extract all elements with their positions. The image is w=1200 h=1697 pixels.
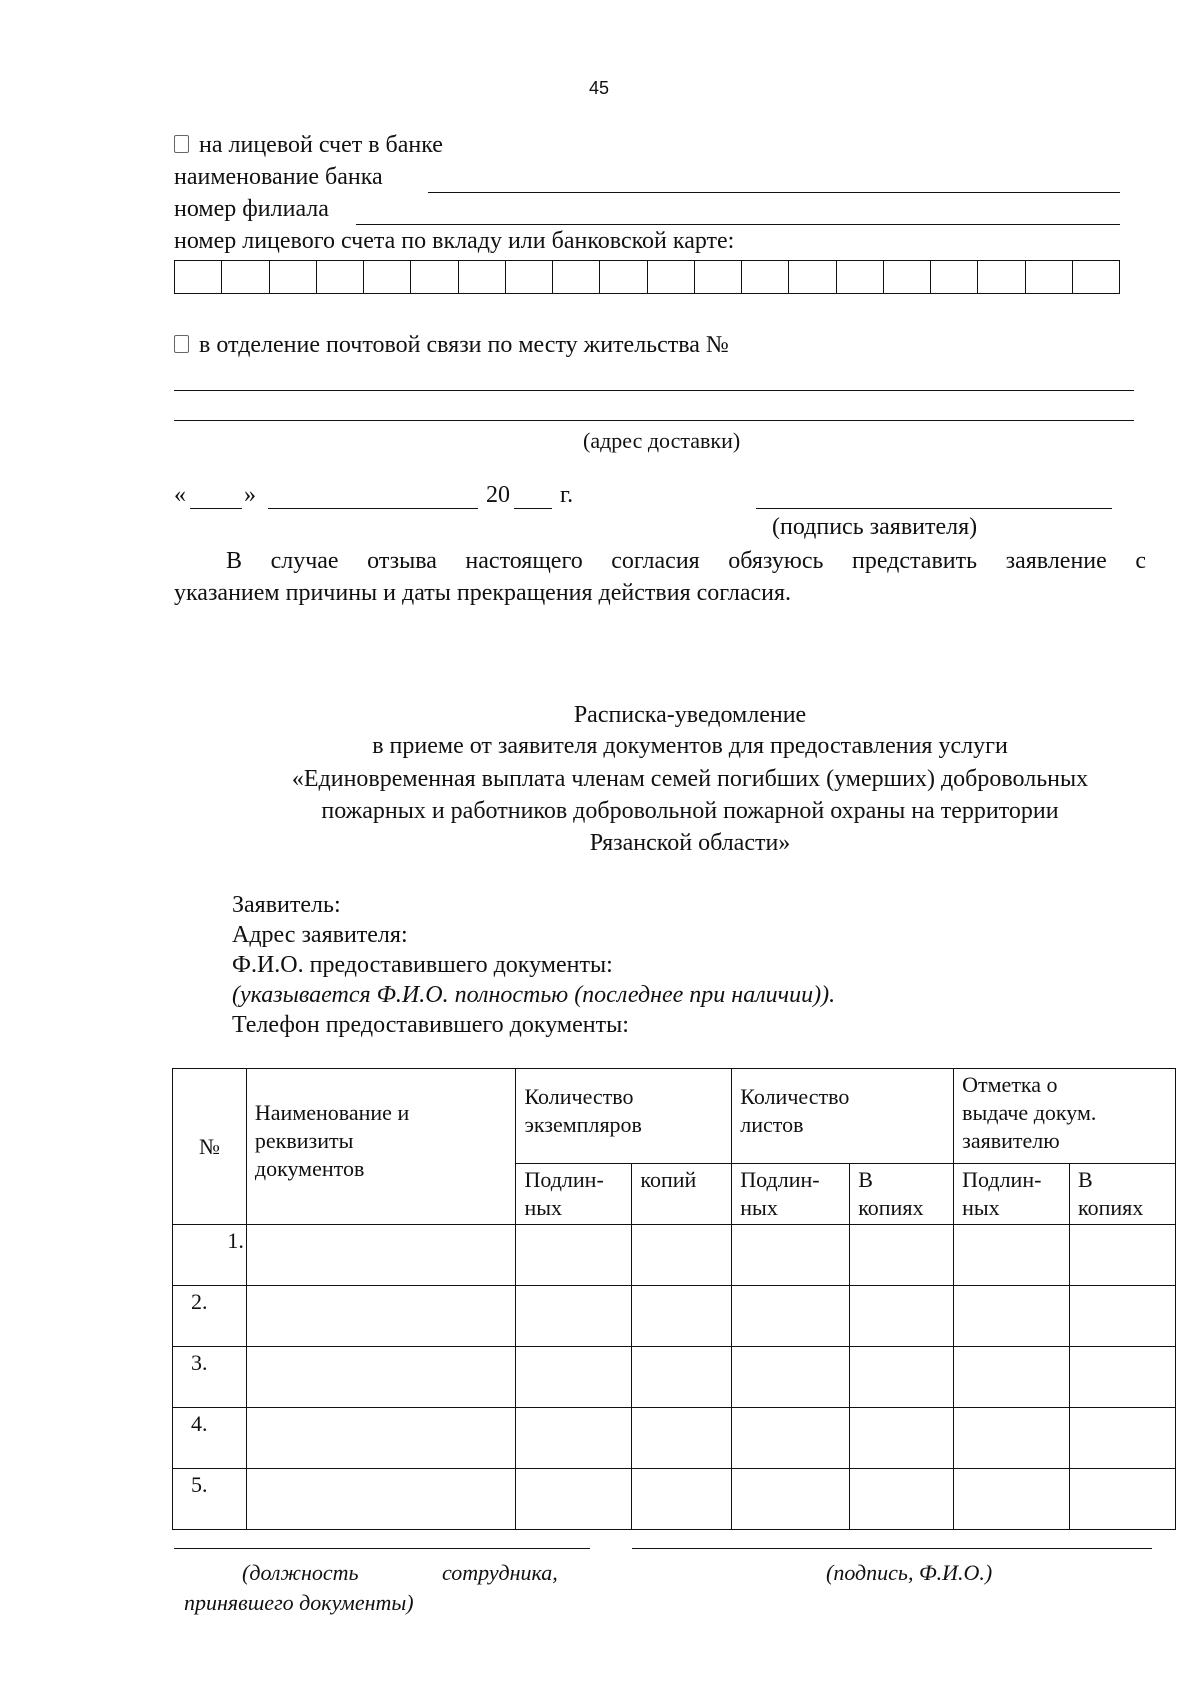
bank-option-checkbox[interactable] [174,135,189,153]
table-cell[interactable] [632,1347,732,1408]
digit-cell[interactable] [1073,261,1119,293]
subheader-in-copies [1070,1164,1176,1225]
digit-cell[interactable] [317,261,364,293]
header-copies-count [516,1069,732,1164]
table-cell[interactable] [632,1286,732,1347]
position-caption-word1: (должность [242,1560,359,1585]
table-cell[interactable] [246,1286,516,1347]
table-cell[interactable] [732,1408,850,1469]
branch-label: номер филиала [174,196,329,222]
header-doc-name-line: документов [254,1156,365,1181]
subheader-line: Подлин- [962,1167,1042,1192]
branch-field[interactable] [356,224,1120,225]
employee-position-line[interactable] [174,1548,590,1549]
header-sheets-count [732,1069,954,1164]
subheader-line: В [858,1167,873,1192]
subheader-line: ных [524,1195,563,1220]
digit-cell[interactable] [175,261,222,293]
applicant-address-label: Адрес заявителя: [232,922,408,948]
row-number: 1. [173,1225,247,1286]
post-option-label: в отделение почтовой связи по месту жительства № [199,332,729,358]
table-cell[interactable] [732,1286,850,1347]
header-issue-line: заявителю [962,1128,1060,1153]
table-cell[interactable] [732,1347,850,1408]
address-line-1[interactable] [174,390,1134,391]
table-cell[interactable] [850,1408,954,1469]
table-cell[interactable] [954,1347,1070,1408]
post-option-checkbox[interactable] [174,335,189,353]
header-copies-line: Количество [524,1084,634,1109]
revocation-text-line2: указанием причины и даты прекращения действия согласия. [174,580,792,606]
table-cell[interactable] [954,1408,1070,1469]
subheader-in-copies [850,1164,954,1225]
table-row [173,1408,1176,1469]
table-cell[interactable] [954,1469,1070,1530]
digit-cell[interactable] [270,261,317,293]
position-caption-word2: сотрудника, [442,1560,558,1585]
subheader-line: копиях [858,1195,924,1220]
digit-cell[interactable] [742,261,789,293]
subheader-line: Подлин- [740,1167,820,1192]
subheader-line: копиях [1078,1195,1144,1220]
subheader-originals [516,1164,632,1225]
table-cell[interactable] [632,1408,732,1469]
receipt-line4: пожарных и работников добровольной пожарной охраны на территории [321,798,1059,824]
digit-cell[interactable] [364,261,411,293]
table-cell[interactable] [516,1408,632,1469]
table-cell[interactable] [632,1469,732,1530]
digit-cell[interactable] [978,261,1025,293]
table-cell[interactable] [1070,1286,1176,1347]
table-cell[interactable] [516,1225,632,1286]
row-number: 3. [173,1347,247,1408]
table-cell[interactable] [516,1469,632,1530]
digit-cell[interactable] [789,261,836,293]
header-issue-mark [954,1069,1176,1164]
digit-cell[interactable] [222,261,269,293]
header-sheets-line: листов [740,1112,804,1137]
applicant-label: Заявитель: [232,892,341,918]
table-row [173,1347,1176,1408]
table-cell[interactable] [1070,1347,1176,1408]
table-row [173,1286,1176,1347]
table-cell[interactable] [954,1286,1070,1347]
submitter-name-note: (указывается Ф.И.О. полностью (последнее при наличии)). [232,982,836,1008]
subheader-originals [732,1164,850,1225]
date-month-field[interactable] [268,508,478,509]
digit-cell[interactable] [1026,261,1073,293]
header-number: № [173,1069,247,1225]
table-row [173,1225,1176,1286]
table-cell[interactable] [246,1225,516,1286]
address-line-2[interactable] [174,420,1134,421]
bank-name-field[interactable] [428,192,1120,193]
header-doc-name-line: реквизиты [254,1128,354,1153]
table-cell[interactable] [246,1469,516,1530]
account-label: номер лицевого счета по вкладу или банковской карте: [174,228,735,254]
bank-name-label: наименование банка [174,164,383,190]
table-cell[interactable] [850,1286,954,1347]
table-cell[interactable] [516,1286,632,1347]
table-header-row [173,1069,1176,1164]
header-issue-line: выдаче докум. [962,1100,1097,1125]
receipt-line3: «Единовременная выплата членам семей погибших (умерших) добровольных [291,766,1089,792]
digit-cell[interactable] [695,261,742,293]
receipt-title: Расписка-уведомление [573,702,807,728]
header-doc-name-line: Наименование и [254,1100,410,1125]
position-caption-line2: принявшего документы) [184,1590,414,1615]
subheader-copies: копий [632,1164,732,1225]
table-cell[interactable] [632,1225,732,1286]
date-year-prefix: 20 [486,482,510,508]
bank-option[interactable] [174,132,443,159]
row-number: 4. [173,1408,247,1469]
digit-cell[interactable] [884,261,931,293]
page-number: 45 [589,78,610,98]
header-doc-name [246,1069,516,1225]
digit-cell[interactable] [553,261,600,293]
header-sheets-line: Количество [740,1084,850,1109]
date-year-suffix: г. [560,482,574,508]
table-row [173,1469,1176,1530]
receipt-line2: в приеме от заявителя документов для предоставления услуги [372,733,1008,759]
table-cell[interactable] [1070,1408,1176,1469]
table-cell[interactable] [1070,1469,1176,1530]
row-number: 5. [173,1469,247,1530]
documents-table [172,1068,1176,1530]
table-cell[interactable] [516,1347,632,1408]
applicant-signature-caption: (подпись заявителя) [772,514,978,540]
table-cell[interactable] [732,1225,850,1286]
table-cell[interactable] [954,1225,1070,1286]
digit-cell[interactable] [837,261,884,293]
header-copies-line: экземпляров [524,1112,642,1137]
digit-cell[interactable] [648,261,695,293]
submitter-name-label: Ф.И.О. предоставившего документы: [232,952,613,978]
table-cell[interactable] [732,1469,850,1530]
applicant-signature-line[interactable] [756,508,1112,509]
table-cell[interactable] [850,1469,954,1530]
address-caption: (адрес доставки) [583,428,741,453]
digit-cell[interactable] [459,261,506,293]
header-issue-line: Отметка о [962,1072,1058,1097]
row-number: 2. [173,1286,247,1347]
revocation-text-line1: В случае отзыва настоящего согласия обязуюсь представить заявление с [226,548,1146,574]
table-cell[interactable] [1070,1225,1176,1286]
date-day-field[interactable] [190,508,242,509]
table-cell[interactable] [246,1408,516,1469]
subheader-line: ных [740,1195,778,1220]
digit-cell[interactable] [600,261,647,293]
date-close-quote: » [244,482,256,508]
subheader-line: Подлин- [524,1167,604,1192]
post-option[interactable] [174,332,729,359]
table-cell[interactable] [246,1347,516,1408]
date-open-quote: « [174,482,186,508]
employee-signature-line[interactable] [632,1548,1152,1549]
bank-option-label: на лицевой счет в банке [199,132,443,158]
table-cell[interactable] [850,1225,954,1286]
subheader-line: ных [962,1195,1000,1220]
digit-cell[interactable] [931,261,978,293]
digit-cell[interactable] [506,261,553,293]
account-digit-cells[interactable] [174,260,1120,294]
date-year-field[interactable] [514,508,552,509]
table-cell[interactable] [850,1347,954,1408]
receipt-line5: Рязанской области» [589,830,791,856]
employee-signature-caption: (подпись, Ф.И.О.) [826,1560,993,1585]
phone-label: Телефон предоставившего документы: [232,1012,629,1038]
digit-cell[interactable] [411,261,458,293]
subheader-originals [954,1164,1070,1225]
subheader-line: В [1078,1167,1093,1192]
